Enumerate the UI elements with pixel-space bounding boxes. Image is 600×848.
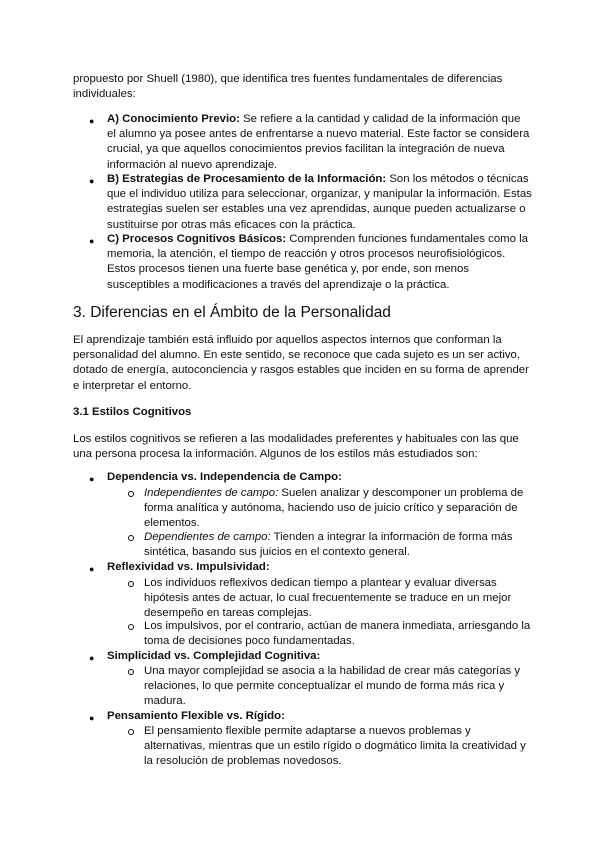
sub-item: Los individuos reflexivos dedican tiempo a plantear y evaluar diversas hipótesis antes de actuar, lo cual frecuentemente se traduce en un mejor desempeño en tareas complejas. <box>144 577 512 620</box>
list-item <box>107 112 532 173</box>
circle-bullet-icon <box>128 535 134 541</box>
style-item-label: Simplicidad vs. Complejidad Cognitiva: <box>107 650 321 662</box>
item-text: Se refiere a la cantidad y calidad de la información que el alumno ya posee antes de enfrentarse a nuevo material. Este factor se considera crucial, ya que aquellos conocimientos previos facilitan la integración de nueva información al nuevo aprendizaje. <box>107 113 530 171</box>
item-text: Son los métodos o técnicas que el individuo utiliza para seleccionar, organizar, y manipular la información. Estas estrategias suelen ser estables una vez aprendidas, aunque pueden actualizarse o sustituirse por otras más eficaces con la práctica. <box>107 173 532 231</box>
sub-item: Dependientes de campo: Tienden a integrar la información de forma más sintética, basando sus juicios en el contexto general. <box>144 531 513 559</box>
circle-bullet-icon <box>128 729 134 735</box>
item-label: A) Conocimiento Previo: <box>107 113 240 125</box>
style-item-label: Pensamiento Flexible vs. Rígido: <box>107 710 285 722</box>
bullet-icon: ● <box>89 176 95 186</box>
style-item-label: Dependencia vs. Independencia de Campo: <box>107 471 342 483</box>
circle-bullet-icon <box>128 669 134 675</box>
circle-bullet-icon <box>128 624 134 630</box>
item-text: Comprenden funciones fundamentales como la memoria, la atención, el tiempo de reacción y otros procesos neurofisiológicos. Estos procesos tienen una fuerte base genética y, por ende, son menos susceptibles a modificaciones a través del aprendizaje o la práctica. <box>107 233 529 291</box>
sub-item: El pensamiento flexible permite adaptarse a nuevos problemas y alternativas, mientras que un estilo rígido o dogmático limita la creatividad y la resolución de problemas novedosos. <box>144 725 526 768</box>
circle-bullet-icon <box>128 491 134 497</box>
bullet-icon: ● <box>89 474 95 484</box>
section-3-paragraph: El aprendizaje también está influido por aquellos aspectos internos que conforman la personalidad del alumno. En este sentido, se reconoce que cada sujeto es un ser activo, dotado de energía, autoconciencia y rasgos estables que inciden en su forma de aprender e interpretar el entorno. <box>73 334 529 392</box>
sub-item-emphasis: Independientes de campo: <box>144 487 279 499</box>
bullet-icon: ● <box>89 116 95 126</box>
section-3-title: 3. Diferencias en el Ámbito de la Personalidad <box>73 304 391 321</box>
section-3-1-paragraph: Los estilos cognitivos se refieren a las modalidades preferentes y habituales con las que una persona procesa la información. Algunos de los estilos más estudiados son: <box>73 433 519 461</box>
intro-paragraph: propuesto por Shuell (1980), que identifica tres fuentes fundamentales de diferencias individuales: <box>73 73 503 101</box>
sub-item: Independientes de campo: Suelen analizar y descomponer un problema de forma analítica y autónoma, haciendo uso de juicio crítico y separación de elementos. <box>144 487 524 530</box>
sub-item: Una mayor complejidad se asocia a la habilidad de crear más categorías y relaciones, lo que permite conceptualizar el mundo de forma más rica y madura. <box>144 665 521 708</box>
style-item-label: Reflexividad vs. Impulsividad: <box>107 561 270 573</box>
sub-item: Los impulsivos, por el contrario, actúan de manera inmediata, arriesgando la toma de decisiones poco fundamentadas. <box>144 620 531 648</box>
list-item <box>107 232 532 293</box>
bullet-icon: ● <box>89 564 95 574</box>
bullet-icon: ● <box>89 653 95 663</box>
item-label: B) Estrategias de Procesamiento de la Información: <box>107 173 387 185</box>
bullet-icon: ● <box>89 713 95 723</box>
item-label: C) Procesos Cognitivos Básicos: <box>107 233 287 245</box>
list-item <box>107 172 532 233</box>
sub-item-emphasis: Dependientes de campo: <box>144 531 271 543</box>
section-3-1-title: 3.1 Estilos Cognitivos <box>73 406 192 418</box>
bullet-icon: ● <box>89 236 95 246</box>
circle-bullet-icon <box>128 581 134 587</box>
